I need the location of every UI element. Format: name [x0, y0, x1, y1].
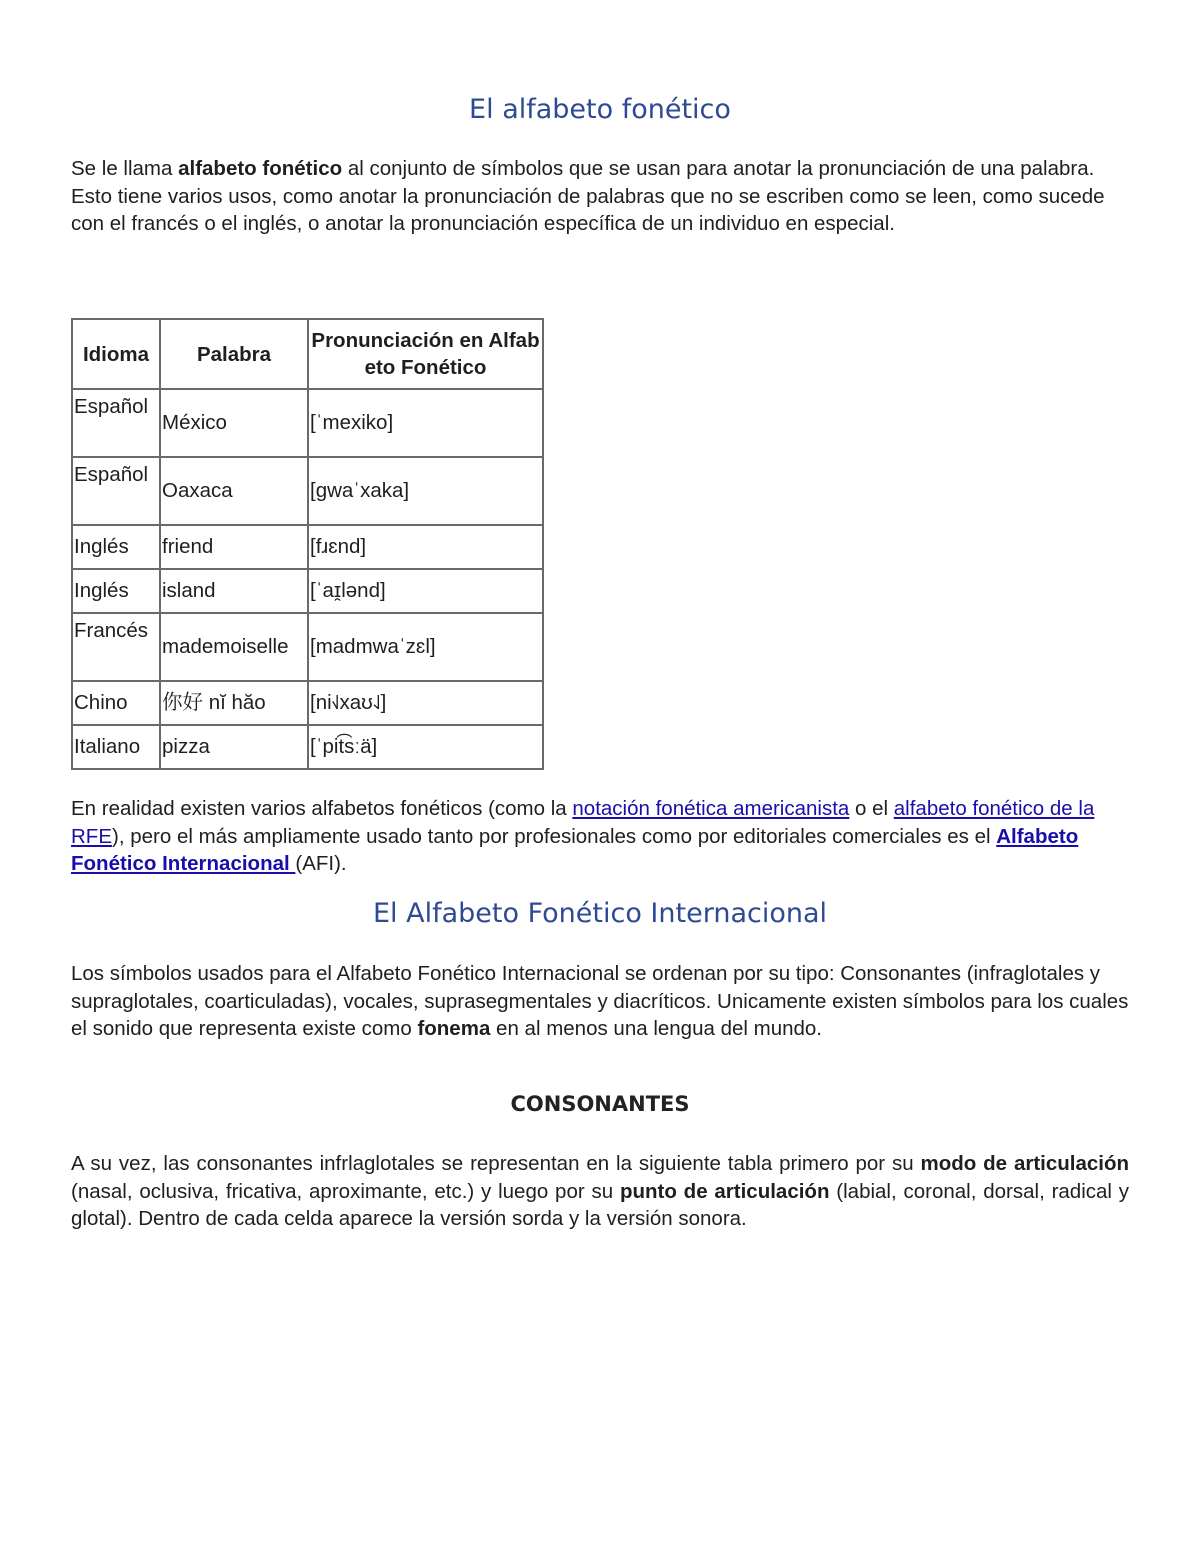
table-row [72, 681, 543, 725]
cell-pron: [ˈmexiko] [308, 389, 543, 457]
cell-idioma: Inglés [72, 569, 160, 613]
header-pronunciacion: Pronunciación en Alfabeto Fonético [308, 319, 543, 389]
cell-palabra: mademoiselle [160, 613, 308, 681]
consonants-term-punto: punto de articulación [619, 1179, 830, 1203]
cell-palabra: Oaxaca [160, 457, 308, 525]
consonants-text-a: A su vez, las consonantes infrlaglotales se representan en la siguiente tabla primero por su [71, 1152, 921, 1175]
cell-pron: [gwaˈxaka] [308, 457, 543, 525]
consonants-term-modo: modo de articulación [920, 1152, 1130, 1175]
page-title: El alfabeto fonético [469, 94, 731, 125]
header-palabra: Palabra [160, 319, 308, 389]
intro-lead: Se le llama [71, 157, 179, 180]
symbols-paragraph [71, 960, 1129, 1043]
header-idioma: Idioma [72, 319, 160, 389]
consonants-paragraph [71, 1150, 1129, 1233]
intro-rest: al conjunto de símbolos que se usan para anotar la pronunciación de una palabra. Esto tiene varios usos, como anotar la pronunciación de palabras que no se escriben como se leen, como sucede con el francés o el inglés, o anotar la pronunciación específica de un individuo en especial. [71, 157, 1105, 235]
section-heading-consonantes: CONSONANTES [510, 1092, 690, 1116]
table-row [72, 389, 543, 457]
cell-pron: [madmwaˈzɛl] [308, 613, 543, 681]
afi-text-c: ), pero el más ampliamente usado tanto por profesionales como por editoriales comerciales es el [112, 824, 997, 848]
cell-palabra: 你好 nĭ hăo [160, 681, 308, 725]
table-header-row [72, 319, 543, 389]
cell-pron: [ˈpit͡sːä] [308, 725, 543, 769]
link-notacion-americanista[interactable]: notación fonética americanista [572, 797, 850, 820]
symbols-text-b: en al menos una lengua del mundo. [490, 1017, 822, 1040]
cell-pron: [fɹɛnd] [308, 525, 543, 569]
cell-palabra: pizza [160, 725, 308, 769]
cell-idioma: Chino [72, 681, 160, 725]
afi-paragraph [71, 795, 1129, 878]
link-afi[interactable]: Alfabeto Fonético Internacional [71, 824, 1079, 875]
cell-pron: [ni˧˩xaʊ˨˩] [308, 681, 543, 725]
cell-idioma: Inglés [72, 525, 160, 569]
symbols-term: fonema [417, 1017, 491, 1040]
afi-text-d: (AFI). [295, 852, 347, 875]
cell-idioma: Español [72, 457, 160, 525]
consonants-text-b: (nasal, oclusiva, fricativa, aproximante, etc.) y luego por su [71, 1179, 620, 1203]
cell-palabra: island [160, 569, 308, 613]
phonetic-table [71, 318, 544, 770]
table-row [72, 569, 543, 613]
afi-text-b: o el [849, 797, 894, 820]
table-row [72, 725, 543, 769]
table-row [72, 457, 543, 525]
cell-palabra: friend [160, 525, 308, 569]
table-row [72, 613, 543, 681]
afi-text-a: En realidad existen varios alfabetos fonéticos (como la [71, 797, 573, 820]
cell-idioma: Español [72, 389, 160, 457]
consonants-text-c: (labial, coronal, dorsal, radical y glotal). Dentro de cada celda aparece la versión sorda y la versión sonora. [71, 1179, 1130, 1230]
cell-palabra: México [160, 389, 308, 457]
section-heading-afi: El Alfabeto Fonético Internacional [372, 898, 828, 929]
symbols-text-a: Los símbolos usados para el Alfabeto Fonético Internacional se ordenan por su tipo: Consonantes (infraglotales y supraglotales, coarticuladas), vocales, suprasegmentales y diacríticos. Unicamente existen símbolos para los cuales el sonido que representa existe como [71, 962, 1129, 1040]
table-row [72, 525, 543, 569]
cell-idioma: Francés [72, 613, 160, 681]
link-alfabeto-rfe[interactable]: alfabeto fonético de la RFE [71, 797, 1095, 848]
intro-paragraph [71, 155, 1129, 238]
cell-idioma: Italiano [72, 725, 160, 769]
cell-pron: [ˈaɪ̯lənd] [308, 569, 543, 613]
intro-term: alfabeto fonético [178, 157, 343, 180]
